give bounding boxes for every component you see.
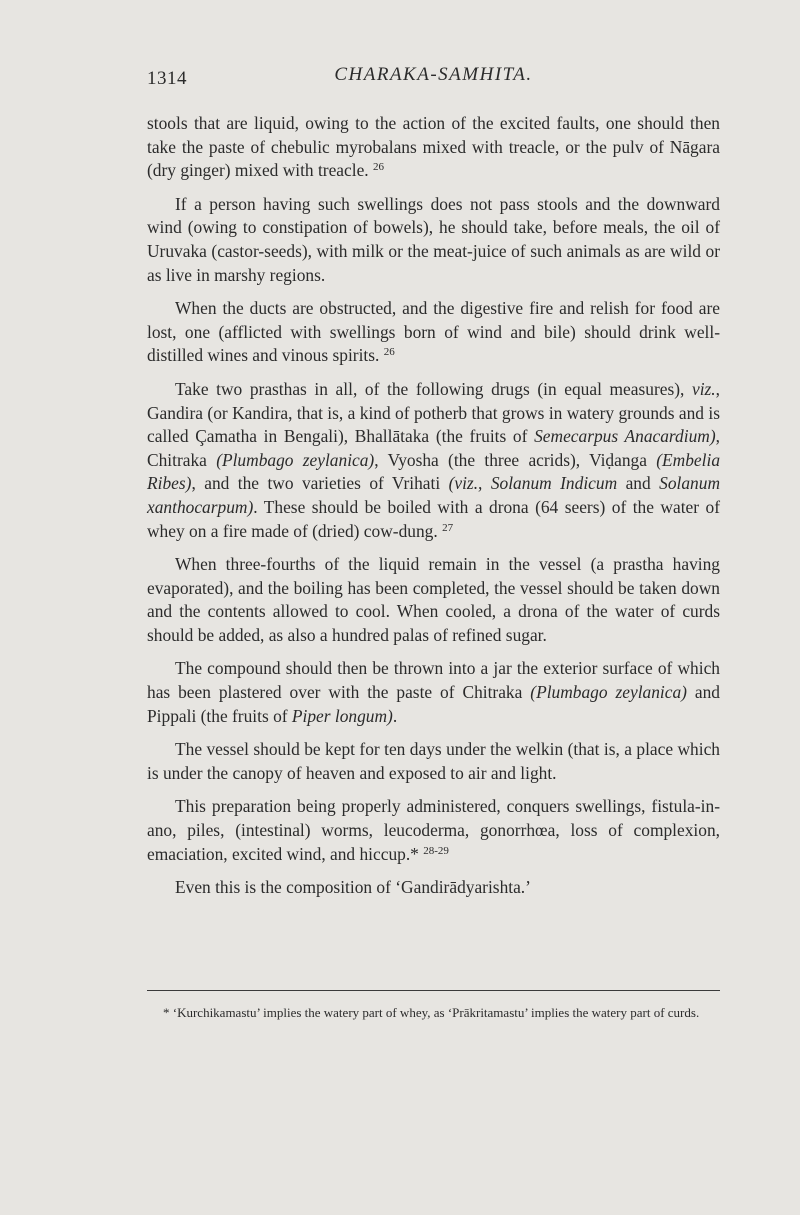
paragraph-2: If a person having such swellings does not pass stools and the downward wind (owing to constipation of bowels), he should take, before meals, the oil of Uruvaka (castor-seeds), with milk or the meat-juice of such animals as are wild or as live in marshy regions. — [147, 193, 720, 285]
verse-ref: 28-29 — [423, 844, 449, 857]
paragraph-5: When three-fourths of the liquid remain in the vessel (a prastha having evaporated), and the boiling has been completed, the vessel should be taken down and the contents allowed to cool. When cooled, a drona of the water of curds should be added, as also a hundred palas of refined sugar. — [147, 554, 720, 645]
page-number: 1314 — [147, 68, 187, 89]
body-text — [147, 112, 720, 910]
paragraph-7: The vessel should be kept for ten days under the welkin (that is, a place which is under the canopy of heaven and exposed to air and light. — [147, 739, 720, 783]
paragraph-9: Even this is the composition of ‘Gandirādyarishta.’ — [175, 877, 531, 898]
paragraph-6: The compound should then be thrown into a jar the exterior surface of which has been plastered over with the paste of Chitraka (Plumbago zeylanica) and Pippali (the fruits of Piper longum). — [147, 658, 720, 726]
paragraph-4: Take two prasthas in all, of the following drugs (in equal measures), viz., Gandira (or Kandira, that is, a kind of potherb that grows in watery grounds and is called Çamatha in Bengali), Bhallātaka (the fruits of Semecarpus Anacardium), Chitraka (Plumbago zeylanica), Vyosha (the three acrids), Viḍanga (Embelia Ribes), and the two varieties of Vrihati (viz., Solanum Indicum and Solanum xanthocarpum). These should be boiled with a drona (64 seers) of the water of whey on a fire made of (dried) cow-dung. $^{27}$ — [147, 378, 721, 541]
verse-ref: 26 — [373, 161, 385, 174]
paragraph-1: stools that are liquid, owing to the action of the excited faults, one should then take the paste of chebulic myrobalans mixed with treacle, or the pulv of Nāgara (dry ginger) mixed with treacle. $^{26}$ — [147, 113, 720, 181]
paragraph-3: When the ducts are obstructed, and the digestive fire and relish for food are lost, one (afflicted with swellings born of wind and bile) should drink well-distilled wines and vinous spirits. $^{26}$ — [147, 298, 720, 366]
paragraph-8: This preparation being properly administered, conquers swellings, fistula-in-ano, piles, (intestinal) worms, leucoderma, gonorrhœa, loss of complexion, emaciation, excited wind, and hiccup.* $^{28-29}$ — [147, 796, 720, 864]
footnote-divider — [147, 990, 720, 991]
page-header — [147, 64, 720, 94]
running-title: CHARAKA-SAMHITA. — [334, 64, 533, 85]
verse-ref: 27 — [442, 521, 454, 534]
verse-ref: 26 — [383, 346, 395, 359]
footnote: * ‘Kurchikamastu’ implies the watery part of whey, as ‘Prākritamastu’ implies the watery part of curds. — [163, 1005, 700, 1020]
